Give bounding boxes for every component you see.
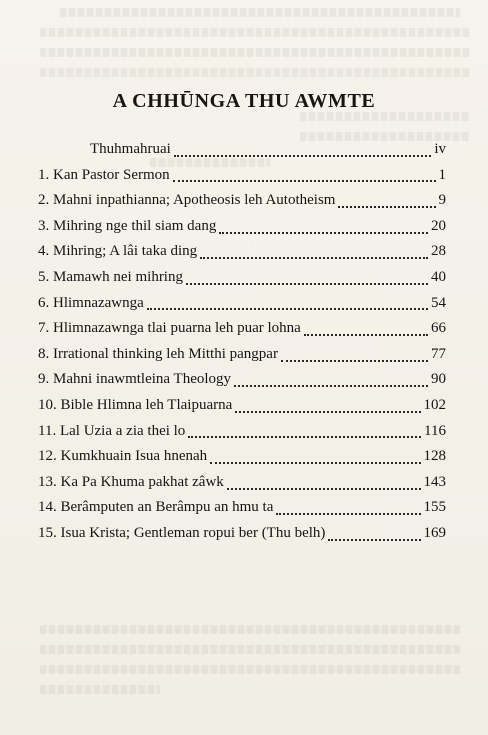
page-number: 102 <box>423 396 446 413</box>
toc-entry[interactable] <box>38 188 446 214</box>
dot-leader <box>186 273 428 287</box>
page-number: 169 <box>423 524 446 541</box>
dot-leader <box>276 503 420 517</box>
chapter-number: 2. <box>38 192 50 209</box>
chapter-title: Thuhmahruai <box>90 141 171 157</box>
chapter-title: Kan Pastor Sermon <box>53 166 170 183</box>
page-number: 143 <box>423 473 446 490</box>
dot-leader <box>227 478 421 492</box>
dot-leader <box>234 375 428 389</box>
chapter-title: Mahni inawmtleina Theology <box>53 371 232 388</box>
page-number: 40 <box>431 268 446 285</box>
chapter-number: 3. <box>38 217 50 234</box>
chapter-title: Kumkhuain Isua hnenah <box>60 448 208 465</box>
chapter-number: 14. <box>38 499 57 516</box>
chapter-number: 1. <box>38 166 50 183</box>
dot-leader <box>174 145 432 159</box>
chapter-title: Bible Hlimna leh Tlaipuarna <box>60 396 233 413</box>
chapter-number: 6. <box>38 294 50 311</box>
page-number: 116 <box>424 422 446 439</box>
toc-entry[interactable] <box>38 137 446 162</box>
chapter-title: Isua Krista; Gentleman ropui ber (Thu belh) <box>60 524 326 541</box>
dot-leader <box>338 196 435 210</box>
page-number: iv <box>434 141 446 157</box>
chapter-title: Mamawh nei mihring <box>53 268 183 285</box>
page-number: 155 <box>423 499 446 516</box>
chapter-title: Mihring nge thil siam dang <box>53 217 217 234</box>
dot-leader <box>147 298 428 312</box>
toc-entry[interactable] <box>38 214 446 240</box>
page-number: 54 <box>431 294 446 311</box>
page-number: 66 <box>431 320 446 337</box>
chapter-title: Ka Pa Khuma pakhat zâwk <box>60 473 224 490</box>
chapter-title: Lal Uzia a zia thei lo <box>59 422 186 439</box>
chapter-title: Hlimnazawnga tlai puarna leh puar lohna <box>53 320 301 337</box>
dot-leader <box>210 452 420 466</box>
page-number: 20 <box>431 217 446 234</box>
page-number: 28 <box>431 243 446 260</box>
chapter-number: 5. <box>38 268 50 285</box>
dot-leader <box>328 529 420 543</box>
toc-entry[interactable] <box>38 419 446 445</box>
toc-entry[interactable] <box>38 495 446 521</box>
contents-heading: A CHHŪNGA THU AWMTE <box>112 90 376 112</box>
dot-leader <box>200 247 428 261</box>
toc-entry[interactable] <box>38 393 446 419</box>
chapter-number: 10. <box>38 396 57 413</box>
page-number: 90 <box>431 371 446 388</box>
page-number: 128 <box>423 448 446 465</box>
chapter-number: 9. <box>38 371 50 388</box>
toc-entry[interactable] <box>38 470 446 496</box>
page-number: 1 <box>438 166 446 183</box>
dot-leader <box>188 426 421 440</box>
chapter-title: Hlimnazawnga <box>53 294 144 311</box>
dot-leader <box>173 170 436 184</box>
toc-entry[interactable] <box>38 342 446 368</box>
page-number: 9 <box>438 192 446 209</box>
table-of-contents <box>38 137 446 547</box>
chapter-number: 11. <box>38 422 57 439</box>
toc-entry[interactable] <box>38 239 446 265</box>
chapter-number: 4. <box>38 243 50 260</box>
dot-leader <box>235 401 420 415</box>
chapter-title: Irrational thinking leh Mitthi pangpar <box>53 345 278 362</box>
toc-entry[interactable] <box>38 316 446 342</box>
toc-entry[interactable] <box>38 265 446 291</box>
chapter-number: 12. <box>38 448 57 465</box>
toc-entry[interactable] <box>38 291 446 317</box>
toc-entry[interactable] <box>38 163 446 189</box>
chapter-title: Berâmputen an Berâmpu an hmu ta <box>60 499 274 516</box>
toc-entry[interactable] <box>38 367 446 393</box>
dot-leader <box>281 350 428 364</box>
chapter-number: 15. <box>38 524 57 541</box>
chapter-number: 7. <box>38 320 50 337</box>
toc-entry[interactable] <box>38 521 446 547</box>
dot-leader <box>304 324 428 338</box>
chapter-number: 13. <box>38 473 57 490</box>
chapter-number: 8. <box>38 345 50 362</box>
toc-entry[interactable] <box>38 444 446 470</box>
dot-leader <box>219 222 428 236</box>
chapter-title: Mihring; A lâi taka ding <box>53 243 198 260</box>
page-number: 77 <box>431 345 446 362</box>
chapter-title: Mahni inpathianna; Apotheosis leh Autotheism <box>53 192 336 209</box>
